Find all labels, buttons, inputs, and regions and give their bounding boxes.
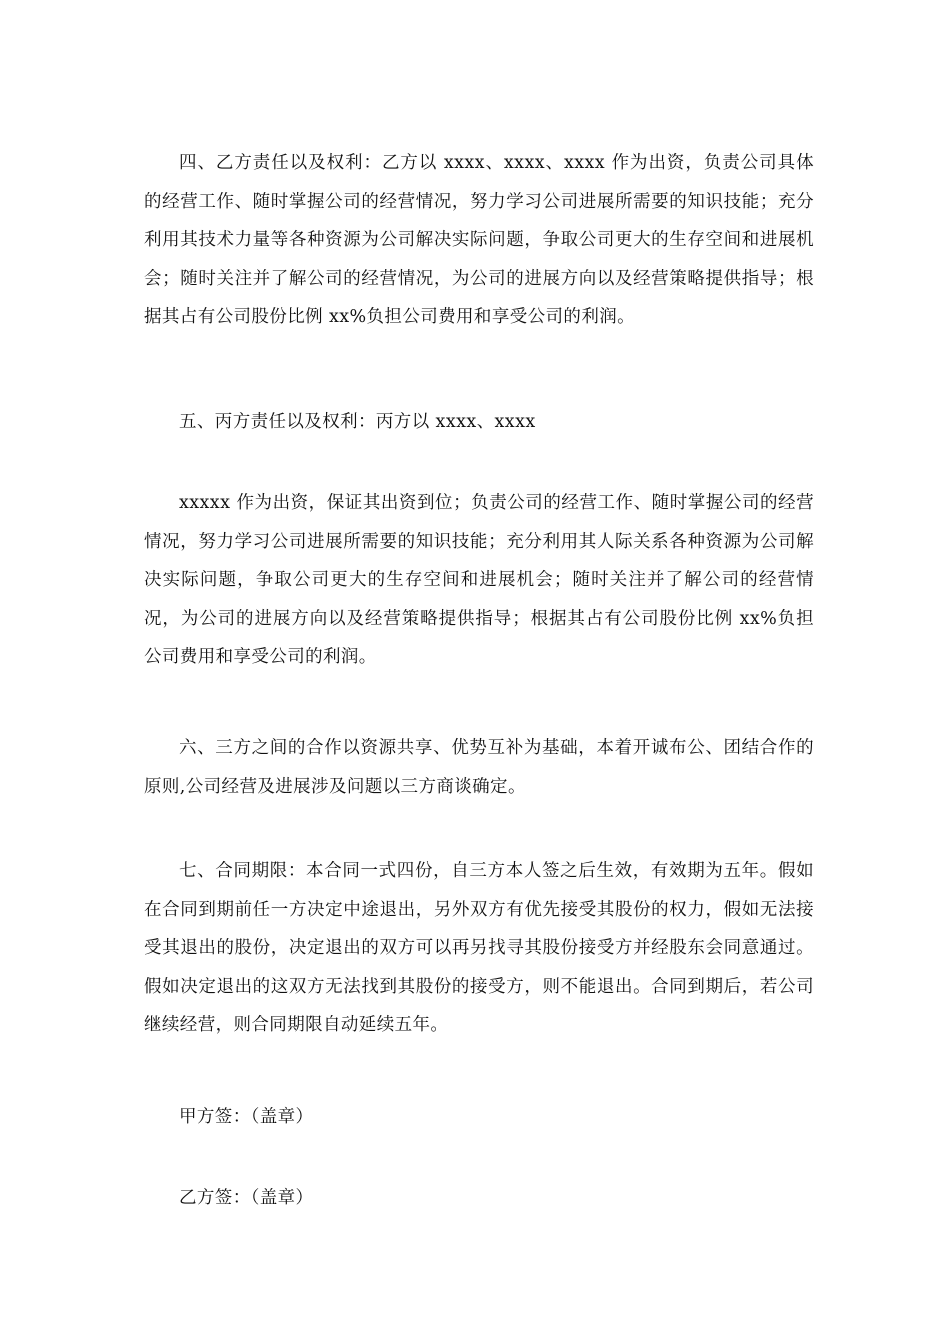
clause-7-paragraph: 七、合同期限：本合同一式四份，自三方本人签之后生效，有效期为五年。假如在合同到期前任一方决定中途退出，另外双方有优先接受其股份的权力，假如无法接受其退出的股份，决定退出的双方可以再另找寻其股份接受方并经股东会同意通过。假如决定退出的这双方无法找到其股份的接受方，则不能退出。合同到期后，若公司继续经营，则合同期限自动延续五年。 (144, 861, 814, 1035)
clause-5-body: xxxxx 作为出资，保证其出资到位；负责公司的经营工作、随时掌握公司的经营情况，努力学习公司进展所需要的知识技能；充分利用其人际关系各种资源为公司解决实际问题，争取公司更大的生存空间和进展机会；随时关注并了解公司的经营情况，为公司的进展方向以及经营策略提供指导；根据其占有公司股份比例 xx%负担公司费用和享受公司的利润。 (144, 493, 814, 667)
clause-4-paragraph: 四、乙方责任以及权利：乙方以 xxxx、xxxx、xxxx 作为出资，负责公司具体的经营工作、随时掌握公司的经营情况，努力学习公司进展所需要的知识技能；充分利用其技术力量等各种资源为公司解决实际问题，争取公司更大的生存空间和进展机会；随时关注并了解公司的经营情况，为公司的进展方向以及经营策略提供指导；根据其占有公司股份比例 xx%负担公司费用和享受公司的利润。 (144, 153, 814, 327)
party-b-signature-line: 乙方签：（盖章） (179, 1188, 314, 1208)
clause-5-heading: 五、丙方责任以及权利：丙方以 xxxx、xxxx (179, 412, 536, 432)
party-a-signature-line: 甲方签：（盖章） (179, 1107, 314, 1127)
clause-6-paragraph: 六、三方之间的合作以资源共享、优势互补为基础，本着开诚布公、团结合作的原则,公司经营及进展涉及问题以三方商谈确定。 (144, 738, 814, 797)
